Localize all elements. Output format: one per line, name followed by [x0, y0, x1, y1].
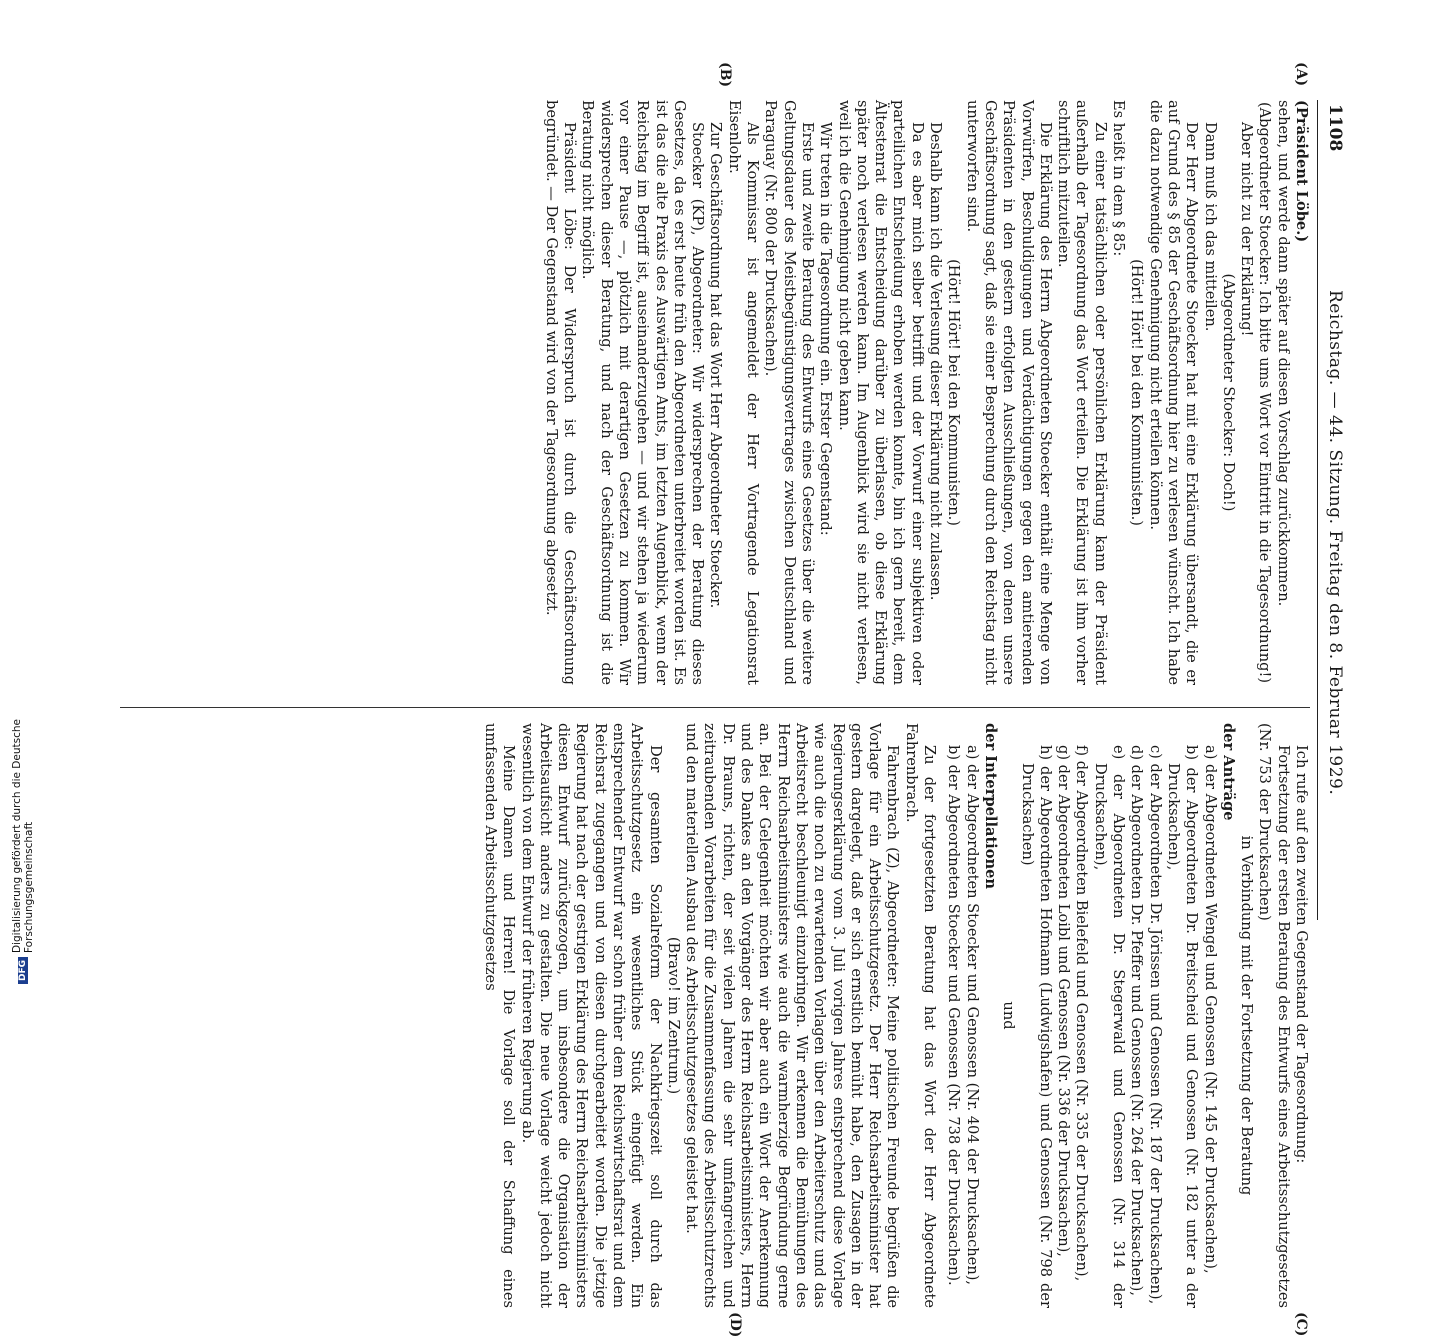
- agenda-connection: in Verbindung mit der Fortsetzung der Beratung: [1238, 835, 1256, 1196]
- left-paragraph: (Abgeordneter Stoecker: Doch!): [1219, 273, 1237, 512]
- page-number: 1108: [1325, 104, 1345, 152]
- left-paragraph: Da es aber mich selber betrifft und der Vorwurf einer subjektiven oder parteilichen Entscheidung erhoben werden konnte, bin ich gern bereit, dem Ältestenrat die Entscheidung darüber zu überlassen, ob diese Erklärung später noch verlesen werden kann. Im Augenblick wird sie nicht verlesen, weil ich die Genehmigung nicht geben kann.: [835, 100, 926, 685]
- left-paragraph: (Hört! Hört! bei den Kommunisten.): [1128, 259, 1146, 526]
- left-paragraph: Dann muß ich das mitteilen.: [1201, 122, 1219, 332]
- left-paragraph: sehen, und werde dann später auf diesen Vorschlag zurückkommen.: [1274, 100, 1292, 607]
- antraege-heading: der Anträge: [1219, 723, 1237, 821]
- left-paragraph: (Präsident Löbe.): [1293, 100, 1310, 243]
- right-paragraphs: [481, 723, 938, 1308]
- dfg-logo: DFG: [18, 957, 28, 984]
- agenda-intro: Ich rufe auf den zweiten Gegenstand der Tagesordnung:: [1293, 745, 1310, 1164]
- left-paragraph: Erste und zweite Beratung des Entwurfs eines Gesetzes über die weitere Geltungsdauer des Meistbegünstigungsvertrages zwischen Deutschland und Paraguay (Nr. 800 der Drucksachen).: [762, 100, 816, 685]
- running-title: Reichstag. — 44. Sitzung. Freitag den 8. Februar 1929.: [1325, 290, 1345, 796]
- antrag-item: d) der Abgeordneten Dr. Pfeffer und Genossen (Nr. 264 der Drucksachen),: [1128, 745, 1146, 1296]
- connector-und: und: [1000, 1001, 1018, 1030]
- right-paragraph: Der gesamten Sozialreform der Nachkriegszeit soll durch das Arbeitsschutzgesetz ein wesentliches Stück eingefügt werden. Ein entsprechender Entwurf war schon früher dem Reichswirtschaftsrat und dem Reichsrat zugegangen und von diesen durchgearbeitet worden. Die jetzige Regierung hat nach der gestrigen Erklärung des Herrn Reichsarbeitsministers diesen Entwurf zurückgezogen, um insbesondere die Organisation der Arbeitsaufsicht anders zu gestalten. Die neue Vorlage weicht jedoch nicht wesentlich von dem Entwurf der früheren Regierung ab.: [518, 723, 664, 1308]
- column-divider: [120, 707, 1310, 708]
- interpellation-item: a) der Abgeordneten Stoecker und Genossen (Nr. 404 der Drucksachen),: [963, 745, 981, 1286]
- left-paragraph: Stoecker (KP), Abgeordneter: Wir widersprechen der Beratung dieses Gesetzes, da es erst heute früh den Abgeordneten unterbreitet worden ist. Es ist das die alte Praxis des Auswärtigen Amts, im letzten Augenblick, wenn der Reichstag im Begriff ist, auseinanderzugehen — und wir stehen ja wiederum vor einer Pause —, plötzlich mit derartigen Gesetzen zu kommen. Wir widersprechen dieser Beratung, und nach der Geschäftsordnung ist die Beratung nicht möglich.: [579, 100, 707, 685]
- right-paragraph: (Bravo! im Zentrum.): [664, 936, 682, 1095]
- left-paragraph: Deshalb kann ich die Verlesung dieser Erklärung nicht zulassen.: [927, 122, 945, 601]
- antrag-item: e) der Abgeordneten Dr. Stegerwald und Genossen (Nr. 314 der Drucksachen),: [1091, 745, 1128, 1308]
- margin-mark-d: (D): [727, 1312, 743, 1337]
- antrag-item: b) der Abgeordneten Dr. Breitscheid und Genossen (Nr. 182 unter a der Drucksachen),: [1164, 745, 1201, 1308]
- left-paragraph: Zu einer tatsächlichen oder persönlichen Erklärung kann der Präsident außerhalb der Tagesordnung das Wort erteilen. Die Erklärung ist ihm vorher schriftlich mitzuteilen.: [1055, 100, 1109, 685]
- left-paragraph: Präsident Löbe: Der Widerspruch ist durch die Geschäftsordnung begründet. — Der Gegenstand wird von der Tagesordnung abgesetzt.: [542, 100, 579, 685]
- left-paragraph: (Hört! Hört! bei den Kommunisten.): [945, 259, 963, 526]
- footer-text: Digitalisierung gefördert durch die Deutsche Forschungsgemeinschaft: [11, 719, 35, 953]
- left-paragraph: Es heißt in dem § 85:: [1110, 100, 1128, 257]
- antraege-list: [1017, 723, 1218, 1308]
- left-text-column: [542, 100, 1310, 685]
- interpellationen-list: [944, 723, 981, 1308]
- right-paragraph: Fahrenbrach (Z), Abgeordneter: Meine politischen Freunde begrüßen die Vorlage für ein Arbeitsschutzgesetz. Der Herr Reichsarbeitsminister hat gestern dargelegt, daß er sich ernstlich bemüht habe, den Zusagen in der Regierungserklärung vom 3. Juli vorigen Jahres entsprechend diese Vorlage wie auch die noch zu erwartenden Vorlagen über den Arbeiterschutz und das Arbeitsrecht beschleunigt einzubringen. Wir erkennen die Bemühungen des Herrn Reichsarbeitsministers wie auch die warmherzige Begründung gerne an. Bei der Gelegenheit möchten wir aber auch ein Wort der Anerkennung und des Dankes an den Vorgänger des Herrn Reichsarbeitsministers, Herrn Dr. Brauns, richten, der seit vielen Jahren die sehr umfangreichen und zeitraubenden Vorarbeiten für die Zusammenfassung des Arbeitsschutzrechts und den materiellen Ausbau des Arbeitsschutzgesetzes geleistet hat.: [683, 723, 902, 1308]
- right-paragraph: Zu der fortgesetzten Beratung hat das Wort der Herr Abgeordnete Fahrenbrach.: [902, 723, 939, 1308]
- left-paragraph: Wir treten in die Tagesordnung ein. Erster Gegenstand:: [817, 122, 835, 536]
- rotated-document-page: [104, 62, 1345, 1337]
- digitization-footer: [12, 604, 34, 984]
- header-rule: [1317, 100, 1318, 920]
- interpellationen-heading: der Interpellationen: [981, 723, 999, 889]
- right-paragraph: Meine Damen und Herren! Die Vorlage soll der Schaffung eines umfassenden Arbeitsschutzgesetzes: [481, 723, 518, 1308]
- right-text-column: [481, 723, 1310, 1308]
- left-paragraph: Aber nicht zu der Erklärung!: [1238, 122, 1256, 337]
- page-header: [1316, 100, 1344, 920]
- antrag-item: f) der Abgeordneten Bielefeld und Genossen (Nr. 335 der Drucksachen),: [1073, 745, 1091, 1282]
- antrag-item: a) der Abgeordneten Wengel und Genossen (Nr. 145 der Drucksachen),: [1201, 745, 1219, 1274]
- margin-mark-a: (A): [1293, 62, 1309, 87]
- antrag-item: c) der Abgeordneten Dr. Jörissen und Genossen (Nr. 187 der Drucksachen),: [1146, 745, 1164, 1305]
- interpellation-item: b) der Abgeordneten Stoecker und Genossen (Nr. 738 der Drucksachen).: [945, 745, 963, 1286]
- left-paragraph: Zur Geschäftsordnung hat das Wort Herr Abgeordneter Stoecker.: [707, 122, 725, 609]
- margin-mark-b: (B): [717, 62, 733, 88]
- margin-mark-c: (C): [1293, 1312, 1309, 1337]
- left-paragraph: Die Erklärung des Herrn Abgeordneten Stoecker enthält eine Menge von Vorwürfen, Beschuldigungen und Verdächtigungen gegen den amtierenden Präsidenten in den gestern erfolgten Ausschließungen, von denen unsere Geschäftsordnung sagt, daß sie einer Besprechung durch den Reichstag nicht unterworfen sind.: [963, 100, 1054, 685]
- antrag-item: g) der Abgeordneten Loibl und Genossen (Nr. 336 der Drucksachen),: [1055, 745, 1073, 1257]
- left-paragraph: Der Herr Abgeordnete Stoecker hat mit eine Erklärung übersandt, die er auf Grund des § 85 der Geschäftsordnung hier zu verlesen wünscht. Ich habe die dazu notwendige Genehmigung nicht erteilen können.: [1146, 100, 1201, 685]
- antrag-item: h) der Abgeordneten Hofmann (Ludwigshafen) und Genossen (Nr. 798 der Drucksachen): [1018, 745, 1054, 1308]
- left-paragraph: Als Kommissar ist angemeldet der Herr Vortragende Legationsrat Eisenlohr.: [725, 100, 762, 685]
- agenda-law-title: Fortsetzung der ersten Beratung des Entwurfs eines Arbeitsschutzgesetzes (Nr. 753 der Drucksachen): [1256, 723, 1292, 1308]
- left-paragraph: (Abgeordneter Stoecker: Ich bitte ums Wort vor Eintritt in die Tagesordnung!): [1256, 101, 1274, 684]
